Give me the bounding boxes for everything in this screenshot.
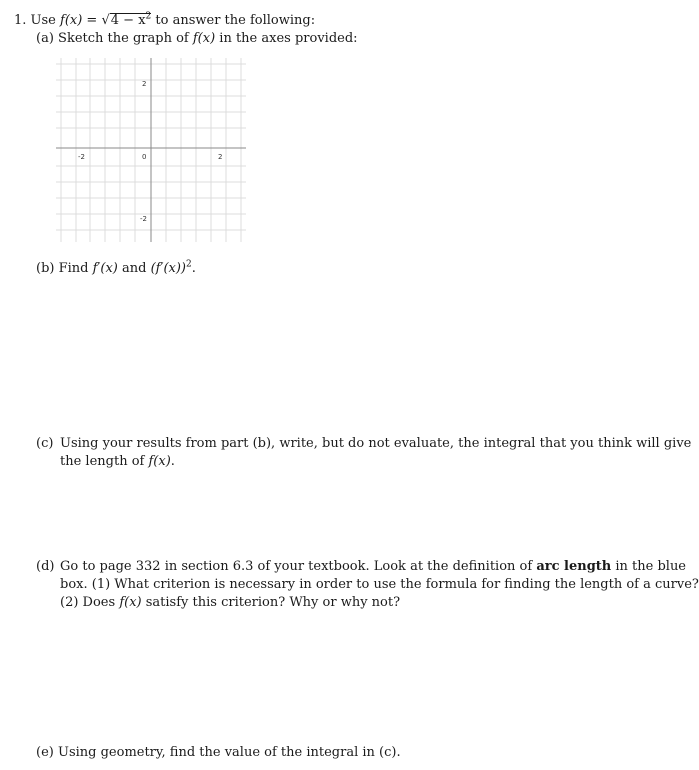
part-a-label: (a) (36, 31, 54, 46)
part-a: (a) Sketch the graph of f(x) in the axes provided: (36, 31, 358, 46)
part-c-line-1: Using your results from part (b), write, but do not evaluate, the integral that you think will give (60, 436, 692, 451)
tick-x-pos: 2 (218, 153, 223, 161)
part-d-line-1: Go to page 332 in section 6.3 of your textbook. Look at the definition of arc length in the blue (60, 559, 687, 574)
intro-text: Use (30, 13, 56, 28)
radical: $4 - x^2$ (110, 11, 152, 28)
part-c-label: (c) (36, 436, 54, 451)
tick-x-neg: -2 (78, 153, 85, 161)
function-definition: f(x) = (60, 13, 102, 28)
part-d-line-2: box. (1) What criterion is necessary in order to use the formula for finding the length of a curve? (60, 577, 699, 592)
tick-y-pos: 2 (142, 80, 147, 88)
tick-origin: 0 (142, 153, 147, 161)
question-1-intro: 1. Use $f(x) = √4 - x^2$ to answer the following: (14, 11, 316, 28)
part-c-line-2: the length of f(x). (60, 454, 175, 469)
question-number: 1. (14, 13, 27, 28)
intro-text-end: to answer the following: (155, 13, 316, 28)
part-b: (b) Find f′(x) and $(f'(x))^2$. (36, 259, 196, 276)
arc-length-term: arc length (536, 559, 612, 574)
part-d-line-3: (2) Does f(x) satisfy this criterion? Why or why not? (60, 595, 401, 610)
graph-axes (56, 58, 246, 242)
tick-y-neg: -2 (140, 215, 147, 223)
part-e-label: (e) (36, 745, 54, 760)
part-e: (e) Using geometry, find the value of the integral in (c). (36, 745, 401, 760)
part-d-label: (d) (36, 559, 55, 574)
part-b-label: (b) (36, 261, 55, 276)
